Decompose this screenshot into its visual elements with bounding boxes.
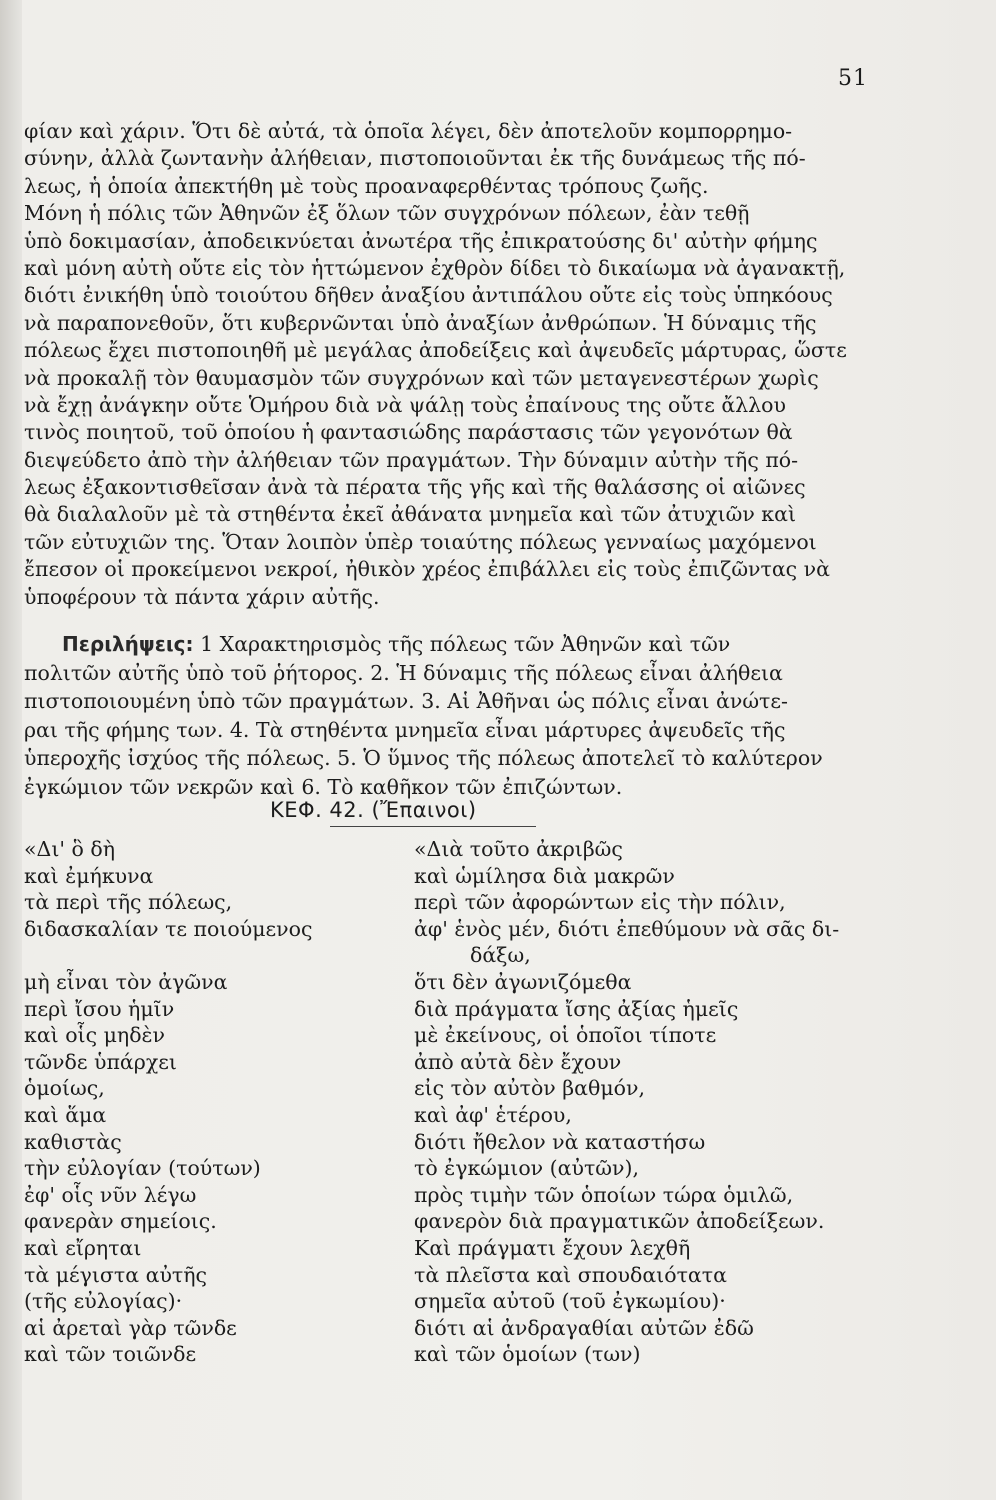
summary-line: 1 Χαρακτηρισμὸς τῆς πόλεως τῶν Ἀθηνῶν καὶ τῶν — [193, 632, 731, 656]
original-line: ἐφ' οἷς νῦν λέγω — [24, 1182, 197, 1207]
translation-line: καὶ ἀφ' ἑτέρου, — [414, 1102, 572, 1127]
summary-line: ἐγκώμιον τῶν νεκρῶν καὶ 6. Τὸ καθῆκον τῶν ἐπιζώντων. — [24, 774, 623, 799]
prose-line: διότι ἐνικήθη ὑπὸ τοιούτου δῆθεν ἀναξίου ἀντιπάλου οὔτε εἰς τοὺς ὑπηκόους — [24, 283, 833, 308]
prose-line: νὰ προκαλῇ τὸν θαυμασμὸν τῶν συγχρόνων καὶ τῶν μεταγενεστέρων χωρὶς — [24, 365, 819, 390]
summaries-block — [24, 630, 884, 802]
original-line: ὁμοίως, — [24, 1076, 105, 1101]
translation-line: ἀφ' ἑνὸς μέν, διότι ἐπεθύμουν νὰ σᾶς δι- — [414, 916, 840, 941]
summary-line: πιστοποιουμένη ὑπὸ τῶν πραγμάτων. 3. Αἱ Ἀθῆναι ὡς πόλις εἶναι ἀνώτε- — [24, 689, 788, 714]
original-line: καὶ ἐμήκυνα — [24, 863, 154, 888]
prose-line: καὶ μόνη αὐτὴ οὔτε εἰς τὸν ἡττώμενον ἐχθρὸν δίδει τὸ δικαίωμα νὰ ἀγανακτῇ, — [24, 255, 846, 280]
prose-line: πόλεως ἔχει πιστοποιηθῆ μὲ μεγάλας ἀποδείξεις καὶ ἀψευδεῖς μάρτυρας, ὥστε — [24, 338, 847, 363]
original-line: καὶ οἷς μηδὲν — [24, 1023, 165, 1048]
summaries-label: Περιλήψεις: — [62, 632, 194, 656]
translation-line: μὲ ἐκείνους, οἱ ὁποῖοι τίποτε — [414, 1023, 717, 1048]
prose-line: ὑπὸ δοκιμασίαν, ἀποδεικνύεται ἀνωτέρα τῆς ἐπικρατούσης δι' αὐτὴν φήμης — [24, 228, 818, 253]
prose-line: λεως, ἡ ὁποία ἀπεκτήθη μὲ τοὺς προαναφερθέντας τρόπους ζωῆς. — [24, 173, 709, 198]
original-line: τὰ μέγιστα αὐτῆς — [24, 1262, 208, 1287]
summary-first-line — [24, 630, 884, 659]
original-text-column — [24, 836, 384, 1368]
original-line: φανερὰν σημείοις. — [24, 1209, 217, 1234]
prose-line: θὰ διαλαλοῦν μὲ τὰ στηθέντα ἐκεῖ ἀθάνατα μνημεῖα καὶ τῶν ἀτυχιῶν καὶ — [24, 502, 796, 527]
original-line — [24, 942, 384, 969]
translation-line: περὶ τῶν ἀφορώντων εἰς τὴν πόλιν, — [414, 890, 786, 915]
original-line: διδασκαλίαν τε ποιούμενος — [24, 916, 313, 941]
original-line: (τῆς εὐλογίας)· — [24, 1289, 183, 1314]
translation-line: φανερὸν διὰ πραγματικῶν ἀποδείξεων. — [414, 1209, 825, 1234]
summary-line: ὑπεροχῆς ἰσχύος τῆς πόλεως. 5. Ὁ ὕμνος τῆς πόλεως ἀποτελεῖ τὸ καλύτερον — [24, 746, 823, 771]
translation-line: διὰ πράγματα ἴσης ἀξίας ἡμεῖς — [414, 996, 739, 1021]
original-line: «Δι' ὃ δὴ — [24, 837, 116, 861]
translation-line: σημεῖα αὐτοῦ (τοῦ ἐγκωμίου)· — [414, 1289, 726, 1314]
prose-line: νὰ παραπονεθοῦν, ὅτι κυβερνῶνται ὑπὸ ἀναξίων ἀνθρώπων. Ἡ δύναμις τῆς — [24, 310, 817, 335]
translation-line: καὶ τῶν ὁμοίων (των) — [414, 1342, 641, 1367]
translation-line: ὅτι δὲν ἀγωνιζόμεθα — [414, 969, 632, 994]
summary-line: ραι τῆς φήμης των. 4. Τὰ στηθέντα μνημεῖα εἶναι μάρτυρες ἀψευδεῖς τῆς — [24, 717, 786, 742]
translation-line: εἰς τὸν αὐτὸν βαθμόν, — [414, 1076, 645, 1101]
translation-line: διότι ἤθελον νὰ καταστήσω — [414, 1129, 706, 1154]
prose-line: λεως ἐξακοντισθεῖσαν ἀνὰ τὰ πέρατα τῆς γῆς καὶ τῆς θαλάσσης οἱ αἰῶνες — [24, 475, 806, 500]
main-prose — [24, 118, 884, 611]
original-line: μὴ εἶναι τὸν ἀγῶνα — [24, 969, 228, 994]
translation-line: τὰ πλεῖστα καὶ σπουδαιότατα — [414, 1262, 727, 1287]
original-line: τῶνδε ὑπάρχει — [24, 1049, 177, 1074]
original-line: καὶ τῶν τοιῶνδε — [24, 1342, 197, 1367]
prose-line: σύνην, ἀλλὰ ζωντανὴν ἀλήθειαν, πιστοποιοῦνται ἐκ τῆς δυνάμεως τῆς πό- — [24, 146, 806, 171]
original-line: περὶ ἴσου ἡμῖν — [24, 996, 175, 1021]
translation-line: «Διὰ τοῦτο ἀκριβῶς — [414, 837, 623, 861]
translation-line: τὸ ἐγκώμιον (αὐτῶν), — [414, 1156, 639, 1181]
prose-line: διεψεύδετο ἀπὸ τὴν ἀλήθειαν τῶν πραγμάτων. Τὴν δύναμιν αὐτὴν τῆς πό- — [24, 447, 799, 472]
heading-underline — [330, 826, 536, 827]
prose-line: τινὸς ποιητοῦ, τοῦ ὁποίου ἡ φαντασιώδης παράστασις τῶν γεγονότων θὰ — [24, 420, 793, 445]
chapter-heading: ΚΕΦ. 42. (Ἔπαινοι) — [270, 798, 477, 822]
translation-line: Καὶ πράγματι ἔχουν λεχθῆ — [414, 1235, 691, 1260]
original-line: τὴν εὐλογίαν (τούτων) — [24, 1156, 261, 1181]
translation-line: πρὸς τιμὴν τῶν ὁποίων τώρα ὁμιλῶ, — [414, 1182, 794, 1207]
prose-line: Μόνη ἡ πόλις τῶν Ἀθηνῶν ἐξ ὅλων τῶν συγχρόνων πόλεων, ἐὰν τεθῇ — [24, 201, 750, 226]
original-line: καὶ εἴρηται — [24, 1235, 142, 1260]
translation-line: καὶ ὡμίλησα διὰ μακρῶν — [414, 863, 675, 888]
prose-line: ὑποφέρουν τὰ πάντα χάριν αὐτῆς. — [24, 584, 380, 609]
prose-line: ἔπεσον οἱ προκείμενοι νεκροί, ἠθικὸν χρέος ἐπιβάλλει εἰς τοὺς ἐπιζῶντας νὰ — [24, 557, 830, 582]
page-gutter — [0, 0, 22, 1500]
translation-line: ἀπὸ αὐτὰ δὲν ἔχουν — [414, 1049, 622, 1074]
original-line: καὶ ἅμα — [24, 1102, 107, 1127]
prose-line: τῶν εὐτυχιῶν της. Ὅταν λοιπὸν ὑπὲρ τοιαύτης πόλεως γενναίως μαχόμενοι — [24, 529, 817, 554]
translation-line: διότι αἱ ἀνδραγαθίαι αὐτῶν ἐδῶ — [414, 1315, 754, 1340]
page-number: 51 — [838, 66, 868, 91]
prose-line: νὰ ἔχῃ ἀνάγκην οὔτε Ὁμήρου διὰ νὰ ψάλῃ τοὺς ἐπαίνους της οὔτε ἄλλου — [24, 392, 786, 417]
summary-line: πολιτῶν αὐτῆς ὑπὸ τοῦ ῥήτορος. 2. Ἡ δύναμις τῆς πόλεως εἶναι ἀλήθεια — [24, 660, 783, 685]
original-line: τὰ περὶ τῆς πόλεως, — [24, 890, 233, 915]
translation-line: δάξω, — [470, 943, 531, 968]
original-line: καθιστὰς — [24, 1129, 122, 1154]
prose-line: φίαν καὶ χάριν. Ὅτι δὲ αὐτά, τὰ ὁποῖα λέγει, δὲν ἀποτελοῦν κομπορρημο- — [24, 119, 793, 143]
translation-column — [414, 836, 894, 1368]
original-line: αἱ ἀρεταὶ γὰρ τῶνδε — [24, 1315, 237, 1340]
